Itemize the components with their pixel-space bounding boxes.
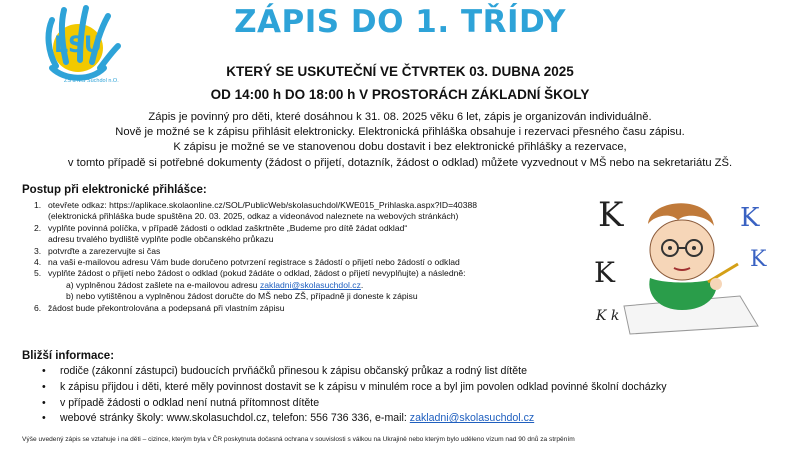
step-item <box>34 303 574 314</box>
logo-caption: ZŠ a MŠ Suchdol n.O. <box>64 78 119 84</box>
letter-k-3: K <box>740 203 760 233</box>
step-number: 2. <box>34 222 42 233</box>
step-number: 4. <box>34 257 42 268</box>
info-text: rodiče (zákonní zástupci) budoucích prvňáčků přinesou k zápisu občanský průkaz a rodný list dítěte <box>60 365 527 377</box>
step-text: na vaši e-mailovou adresu Vám bude doručeno potvrzení registrace s žádostí o přijetí nebo žádostí o odklad <box>48 257 460 268</box>
info-text: k zápisu přijdou i děti, které měly povinnost dostavit se k zápisu v minulém roce a byl jim povolen odklad povinné školní docházky <box>60 380 667 393</box>
letter-k-2: K <box>594 256 615 289</box>
step-note: (elektronická přihláška bude spuštěna 20. 03. 2025, odkaz a videonávod naleznete na webových stránkách) <box>48 211 459 222</box>
step-text: žádost bude překontrolována a podepsaná při vlastním zápisu <box>48 302 285 313</box>
step-number: 3. <box>34 245 42 256</box>
step-number: 6. <box>34 302 42 313</box>
contact-email-link[interactable]: zakladni@skolasuchdol.cz <box>409 412 535 425</box>
step-text[interactable]: otevřete odkaz: https://aplikace.skolaonline.cz/SOL/PublicWeb/skolasuchdol/KWE015_Prihlaska.aspx?ID=40388 <box>48 200 478 210</box>
steps-heading: Postup při elektronické přihlášce: <box>22 184 207 196</box>
page-title: ZÁPIS DO 1. TŘÍDY <box>234 4 566 40</box>
footnote: Výše uvedený zápis se vztahuje i na děti – cizince, kterým byla v ČR poskytnuta dočasná ochrana v souvislosti s válkou na Ukrajině nebo kterým bylo uděleno vízum nad 90 dnů za strpěním <box>22 436 575 443</box>
step-item <box>34 268 574 302</box>
step-item <box>34 223 574 246</box>
step-number: 1. <box>34 200 42 210</box>
info-item <box>42 364 667 380</box>
event-time-place-line: OD 14:00 h DO 18:00 h V PROSTORÁCH ZÁKLADNÍ ŠKOLY <box>210 87 590 102</box>
intro-line: v tomto případě si potřebné dokumenty (žádost o přijetí, dotazník, žádost o odklad) můžete vyzvednout v MŠ nebo na sekretariátu ZŠ. <box>67 156 733 169</box>
event-date-line: KTERÝ SE USKUTEČNÍ VE ČTVRTEK 03. DUBNA 2025 <box>226 64 574 79</box>
letter-k-4: K <box>750 247 767 272</box>
step-suboption-b: b) nebo vytištěnou a vyplněnou žádost doručte do MŠ nebo ZŠ, případně ji doneste k zápisu <box>66 291 418 302</box>
step-suboption-a <box>48 280 574 291</box>
info-item <box>42 380 667 396</box>
letter-k-5: K k <box>596 308 620 324</box>
bullet-icon: • <box>42 412 46 425</box>
info-heading: Bližší informace: <box>22 350 115 362</box>
intro-paragraph <box>0 110 800 171</box>
step-item <box>34 200 574 223</box>
step-text: potvrďte a zarezervujte si čas <box>48 245 161 256</box>
steps-list <box>34 200 574 314</box>
info-list <box>42 364 667 427</box>
bullet-icon: • <box>42 396 46 409</box>
svg-text:LSU: LSU <box>54 33 102 58</box>
child-illustration <box>590 186 772 336</box>
letter-k-1: K <box>598 195 624 235</box>
intro-line: Zápis je povinný pro děti, které dosáhnou k 31. 08. 2025 věku 6 let, zápis je organizován individuálně. <box>148 111 652 123</box>
suboption-a-suffix: . <box>360 279 364 290</box>
intro-line: K zápisu je možné se ve stanovenou dobu dostavit i bez elektronické přihlášky a rezervace, <box>173 141 627 154</box>
info-text: v případě žádosti o odklad není nutná přítomnost dítěte <box>60 396 320 409</box>
info-item <box>42 411 667 427</box>
step-text: vyplňte povinná políčka, v případě žádosti o odklad zaškrtněte „Budeme pro dítě žádat odklad“ <box>48 222 408 233</box>
email-link[interactable]: zakladni@skolasuchdol.cz <box>259 279 361 290</box>
step-note: adresu trvalého bydliště vyplňte podle občanského průkazu <box>48 234 274 245</box>
step-number: 5. <box>34 268 42 279</box>
bullet-icon: • <box>42 365 46 377</box>
child-writing-letters-icon <box>590 186 772 336</box>
step-item <box>34 246 574 257</box>
intro-line: Nově je možné se k zápisu přihlásit elektronicky. Elektronická přihláška obsahuje i rezervaci přesného času zápisu. <box>115 126 685 139</box>
suboption-a-text: a) vyplněnou žádost zašlete na e-mailovou adresu <box>66 279 260 290</box>
contact-text: webové stránky školy: www.skolasuchdol.cz, telefon: 556 736 336, e-mail: <box>60 412 410 425</box>
step-item <box>34 257 574 268</box>
step-text: vyplňte žádost o přijetí nebo žádost o odklad (pokud žádáte o odklad, žádost o přijetí nevyplňujte) a následně: <box>48 268 466 279</box>
info-item <box>42 396 667 412</box>
bullet-icon: • <box>42 380 46 393</box>
